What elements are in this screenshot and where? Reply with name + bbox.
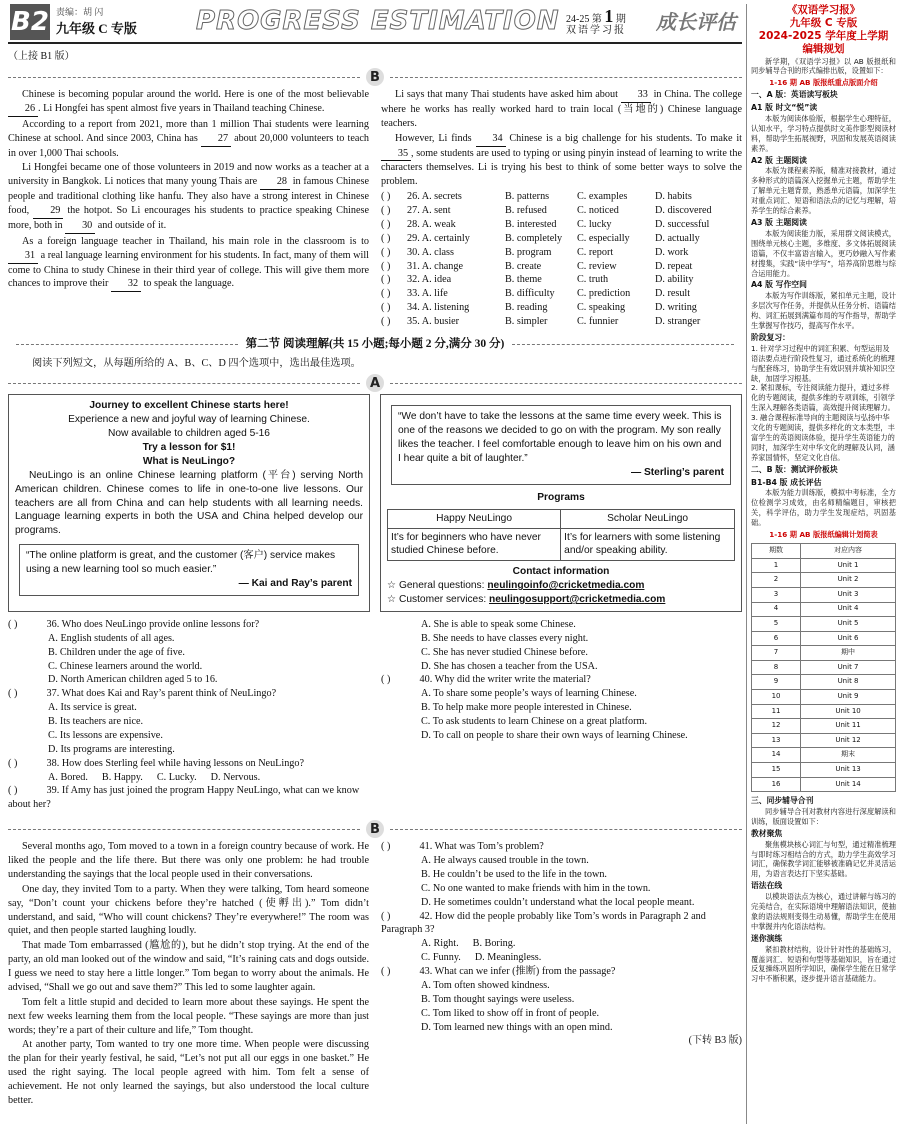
option-A: 30. A. class <box>407 246 454 258</box>
cloze-paragraph: Li Hongfei became one of those volunteers in 2019 and now works as a teacher at a university in Bangkok. Li notices that many young Thais are 28 in famous Chinese people and traditional clothing like hanfu. They also have a strong interest in Chinese food, 29 the hotpot. So Li encourages his students to practice speaking Chinese more, both in 30 and outside of it. <box>8 161 369 233</box>
question-stem: ( ) 37. What does Kai and Ray’s parent think of NeuLingo? <box>8 688 277 700</box>
question <box>381 910 742 966</box>
option-C: C. funnier <box>577 316 619 327</box>
option-C: C. review <box>577 260 617 272</box>
option-C: C. To ask students to learn Chinese on a great platform. <box>421 716 648 727</box>
plan-content: Unit 4 <box>801 602 896 617</box>
sidebar-title4: 编辑规划 <box>802 43 845 56</box>
option-A: A. He always caused trouble in the town. <box>421 855 589 866</box>
reading-a <box>8 394 742 612</box>
plan-row <box>752 719 896 734</box>
option-C: C. lucky <box>577 218 612 230</box>
logo: 成长评估 <box>656 10 736 34</box>
issue-label: 24-25 第 1 期 <box>566 6 626 26</box>
banner-title: PROGRESS ESTIMATION <box>196 6 560 36</box>
general-email-link[interactable]: neulingoinfo@cricketmedia.com <box>487 580 645 592</box>
option-A: A. Tom often showed kindness. <box>421 979 550 991</box>
answer-bracket[interactable]: ( ) <box>381 260 391 272</box>
cloze-right <box>381 88 742 329</box>
cloze-left <box>8 88 369 329</box>
option-B: B. program <box>505 246 552 258</box>
passage-paragraph: One day, they invited Tom to a party. When they were talking, Tom heard someone say, “Don’t count your chickens before they’re hatched (使孵出).” Tom didn’t understand, and said, “Who will count chickens? They’re everywhere!” The room was quiet, and then people started laughing loudly. <box>8 883 369 937</box>
question-stem: ( ) 39. If Amy has just joined the program Happy NeuLingo, what can we know about her? <box>8 785 360 811</box>
plan-row <box>752 660 896 675</box>
plan-issue: 13 <box>752 733 801 748</box>
section2-instruction: 阅读下列短文，从每题所给的 A、B、C、D 四个选项中，选出最佳选项。 <box>32 357 361 369</box>
option-C: C. She has never studied Chinese before. <box>421 646 588 658</box>
cloze-option-row <box>381 190 742 204</box>
plan-row <box>752 704 896 719</box>
sidebar-title3: 2024-2025 学年度上学期 <box>758 30 889 43</box>
plan-row <box>752 690 896 705</box>
plan-issue: 6 <box>752 631 801 646</box>
plan-issue: 3 <box>752 587 801 602</box>
answer-bracket[interactable]: ( ) <box>381 674 391 686</box>
section-marker-b1: B <box>8 68 742 86</box>
sidebar-plan <box>746 4 896 1124</box>
sidebar-c1-title: 教材聚焦 <box>751 828 783 838</box>
option-A: 33. A. life <box>407 288 448 300</box>
option-D: D. result <box>655 288 691 300</box>
option-D: D. To call on people to share their own ways of learning Chinese. <box>421 729 688 741</box>
cloze-section <box>8 88 742 329</box>
plan-issue: 7 <box>752 646 801 661</box>
plan-content: 期末 <box>801 748 896 763</box>
option-A: 29. A. certainly <box>407 232 470 244</box>
option-B: B. interested <box>505 218 557 230</box>
sidebar-a2: 本版为课程素养版，精准对接教材，通过多种形式的语篇深入挖掘单元主题，帮助学生了解单元主题背景，熟悉单元语篇，加深学生对重点词汇、短语和语法点的记忆与理解，培养学生的综合素养。 <box>751 166 896 216</box>
plan-row <box>752 763 896 778</box>
plan-issue: 10 <box>752 690 801 705</box>
option-A: 26. A. secrets <box>407 191 462 203</box>
plan-content: Unit 2 <box>801 573 896 588</box>
option-row <box>381 937 742 951</box>
blank-29[interactable]: 29 <box>33 204 63 219</box>
option-row <box>381 951 742 965</box>
option-D: D. writing <box>655 302 697 314</box>
sidebar-review-title: 阶段复习： <box>751 332 790 342</box>
sidebar-intro: 新学期，《双语学习报》以 AB 版报纸和同步辅导合刊的形式编排出版，设置如下： <box>751 56 896 76</box>
ad-title: Journey to excellent Chinese starts here! <box>89 400 289 412</box>
answer-bracket[interactable]: ( ) <box>381 316 391 327</box>
plan-table <box>751 543 896 792</box>
answer-bracket[interactable]: ( ) <box>8 688 18 700</box>
option-B: B. simpler <box>505 316 548 327</box>
answer-bracket[interactable]: ( ) <box>381 232 391 244</box>
sidebar-a2-title: A2 版 主题阅读 <box>751 155 807 165</box>
option-D: D. repeat <box>655 260 693 272</box>
programs-title: Programs <box>537 491 585 503</box>
plan-issue: 4 <box>752 602 801 617</box>
page-header <box>8 0 742 44</box>
plan-issue: 12 <box>752 719 801 734</box>
option-C: C. Chinese learners around the world. <box>48 660 203 672</box>
cloze-option-row <box>381 315 742 329</box>
sidebar-a3: 本版为阅读能力版，采用群文阅读模式，围绕单元核心主题，多维度、多文体拓展阅读语篇，不仅丰富语言输入，更巧妙融入写作素材搜集，实践“读中学写”，培养高阶思维与综合运用能力。 <box>751 228 896 278</box>
answer-bracket[interactable]: ( ) <box>381 274 391 286</box>
section-marker-b2: B <box>8 820 742 838</box>
plan-issue: 16 <box>752 777 801 792</box>
contact-title: Contact information <box>512 566 610 578</box>
option-A: 28. A. weak <box>407 218 456 230</box>
option-A: 27. A. sent <box>407 205 451 216</box>
grade-label: 九年级 C 专版 <box>56 21 137 36</box>
plan-row <box>752 777 896 792</box>
option-B: B. patterns <box>505 191 550 203</box>
plan-issue: 5 <box>752 617 801 632</box>
option-D: D. Tom learned new things with an open mind. <box>421 1021 613 1033</box>
sidebar-part1: 一、A 版：英语读写板块 <box>751 90 838 100</box>
option-B: B. Tom thought sayings were useless. <box>421 993 575 1005</box>
sidebar-a3-title: A3 版 主题阅读 <box>751 218 807 227</box>
plan-content: Unit 13 <box>801 763 896 778</box>
sidebar-c1: 聚焦模块核心词汇与句型，通过精准梳理与即时练习相结合的方式，助力学生高效学习词汇，确保教学词汇能够被准确记忆并灵活运用，为语言表达打下坚实基础。 <box>751 839 896 879</box>
ad-sub2: Now available to children aged 5-16 <box>108 428 270 440</box>
option-B: B. To help make more people interested in Chinese. <box>421 702 632 714</box>
plan-table-head-content: 对应内容 <box>801 544 896 559</box>
sidebar-a1-title: A1 版 时文“悦”读 <box>751 103 818 113</box>
sidebar-title2: 九年级 C 专版 <box>789 17 858 30</box>
plan-content: Unit 8 <box>801 675 896 690</box>
plan-content: 期中 <box>801 646 896 661</box>
question <box>8 757 369 785</box>
option-B: B. Happy. <box>101 771 143 783</box>
paper-name: 双语学习报 <box>566 25 626 36</box>
question-stem: ( ) 40. Why did the writer write the material? <box>381 674 591 686</box>
cloze-option-row <box>381 260 742 274</box>
plan-issue: 9 <box>752 675 801 690</box>
option-D: D. work <box>655 246 689 258</box>
answer-bracket[interactable]: ( ) <box>8 618 18 630</box>
plan-row <box>752 617 896 632</box>
ad-left <box>8 394 370 612</box>
option-D: D. actually <box>655 232 700 244</box>
option-D: D. habits <box>655 191 692 203</box>
ad-what: What is NeuLingo? <box>142 455 236 467</box>
blank-33[interactable]: 33 <box>621 88 651 103</box>
plan-row <box>752 587 896 602</box>
option-A: 34. A. listening <box>407 302 470 314</box>
editor-label: 责编：胡 闪 <box>56 7 104 17</box>
option-C: C. Funny. <box>421 952 461 964</box>
option-A: A. English students of all ages. <box>48 632 175 644</box>
answer-bracket[interactable]: ( ) <box>8 785 18 797</box>
answer-bracket[interactable]: ( ) <box>381 191 391 203</box>
sidebar-h1: 1-16 期 AB 版报纸重点版面介绍 <box>769 78 878 88</box>
main-page <box>8 0 742 1128</box>
plan-row <box>752 748 896 763</box>
blank-26[interactable]: 26 <box>8 102 38 117</box>
cloze-paragraph: As a foreign language teacher in Thailand, his main role in the classroom is to 31 a real language learning environment for his students. In fact, many of them will come to China to study Chinese in their third year of college. This will give them more chances to improve their 32 to speak the language. <box>8 235 369 293</box>
quote-kai-ray: “The online platform is great, and the customer (客户) service makes using a new learning tool so much easier.” — Kai and Ray’s parent <box>19 544 359 596</box>
sidebar-review1: 1. 针对学习过程中的词汇积累、句型运用及语法要点进行阶段性复习，通过系统化的梳理与配套练习，协助学生有效识别并填补知识空缺，加固学习根基。 <box>751 343 895 383</box>
plan-issue: 2 <box>752 573 801 588</box>
plan-content: Unit 3 <box>801 587 896 602</box>
plan-content: Unit 5 <box>801 617 896 632</box>
cloze-option-row <box>381 246 742 260</box>
question <box>8 618 369 687</box>
question-stem: ( ) 38. How does Sterling feel while having lessons on NeuLingo? <box>8 757 305 769</box>
cloze-paragraph: Chinese is becoming popular around the world. Here is one of the most believable 26 . Li Hongfei has spent almost five years in Thailand teaching Chinese. <box>8 88 369 117</box>
ad-body: NeuLingo is an online Chinese learning platform (平台) serving North American children. Chinese comes to life in one-to-one live lessons. Our teachers are all from China and can help students with all learning needs. Language learning experts in both the USA and China helped develop our programs. <box>15 469 363 537</box>
option-C: C. especially <box>577 232 630 244</box>
option-A: A. Bored. <box>48 771 88 783</box>
option-C: C. Lucky. <box>156 771 197 783</box>
question <box>8 687 369 756</box>
support-email-link[interactable]: neulingosupport@cricketmedia.com <box>489 594 666 605</box>
page-badge: B2 <box>10 4 50 40</box>
question <box>381 673 742 742</box>
plan-issue: 1 <box>752 558 801 573</box>
quote-sterling: “We don’t have to take the lessons at the same time every week. This is one of the reasons we decided to go on with the program. My son really likes the teacher. I feel comfortable enough to leave him on his own and I hear quite a bit of laughter.” — Sterling’s parent <box>391 405 731 484</box>
plan-content: Unit 6 <box>801 631 896 646</box>
cloze-options <box>381 190 742 329</box>
option-D: D. discovered <box>655 205 712 216</box>
option-B: B. completely <box>505 232 563 244</box>
cloze-option-row <box>381 218 742 232</box>
sidebar-a1: 本版为阅读体验版，根据学生心理特征，认知水平，学习特点提供时文美作影型阅读材料，帮助学生拓展视野，巩固和发展英语阅读素养。 <box>751 113 896 153</box>
answer-bracket[interactable]: ( ) <box>381 218 391 230</box>
option-B: B. He couldn’t be used to the life in the town. <box>421 868 607 880</box>
option-D: D. ability <box>655 274 694 286</box>
plan-row <box>752 558 896 573</box>
answer-bracket[interactable]: ( ) <box>8 757 18 769</box>
blank-28[interactable]: 28 <box>260 175 290 190</box>
option-A: A. Its service is great. <box>48 702 137 714</box>
cloze-option-row <box>381 204 742 218</box>
continue-note: (下转 B3 版) <box>688 1035 742 1047</box>
section2-title: 第二节 阅读理解(共 15 小题;每小题 2 分,满分 30 分) <box>8 337 742 353</box>
sidebar-review3: 3. 融合课程标准导向的主题阅读与弘扬中华文化的专题阅读，提供多样化的文本类型，丰富学生的英语阅读体验，提升学生英语能力的同时，加深学生对中华文化的理解及认同，涵养家国情怀，坚定文化自信。 <box>751 413 895 462</box>
edition-note: （上接 B1 版） <box>8 51 75 62</box>
option-C: C. noticed <box>577 205 619 216</box>
plan-row <box>752 602 896 617</box>
question <box>381 840 742 909</box>
option-A: 31. A. change <box>407 260 464 272</box>
answer-bracket[interactable]: ( ) <box>381 910 391 922</box>
sidebar-p3: 同步辅导合刊对教材内容进行深度解读和训练，版面设置如下： <box>751 806 896 826</box>
cloze-option-row <box>381 273 742 287</box>
option-A: 35. A. busier <box>407 316 460 327</box>
question-stem: ( ) 42. How did the people probably like Tom’s words in Paragraph 2 and Paragraph 3? <box>381 910 706 936</box>
plan-content: Unit 10 <box>801 704 896 719</box>
option-D: D. successful <box>655 218 710 230</box>
option-C: C. examples <box>577 191 628 203</box>
plan-content: Unit 14 <box>801 777 896 792</box>
blank-27[interactable]: 27 <box>201 132 231 147</box>
option-D: D. North American children aged 5 to 16. <box>48 674 218 686</box>
passage-paragraph: Several months ago, Tom moved to a town in a foreign country because of work. He liked the people and the life there. But there was only one problem: he had trouble understanding the sayings that the local people used in their conversations. <box>8 841 369 880</box>
question-stem: ( ) 43. What can we infer (推断) from the passage? <box>381 966 616 977</box>
option-C: C. Tom liked to show off in front of people. <box>421 1007 600 1019</box>
question <box>8 784 369 812</box>
sidebar-a4-title: A4 版 写作空间 <box>751 280 807 290</box>
cloze-paragraph: However, Li finds 34 Chinese is a big challenge for his students. To make it 35 , some students are used to typing or using pinyin instead of learning to write the characters themselves. Li is trying his best to think of some better ways to solve the problem. <box>381 132 742 188</box>
passage-paragraph: At another party, Tom wanted to try one more time. When people were discussing the plan for their yearly festival, he said, “Let’s not put all our eggs in one basket.” He used the right saying. The local people agreed with him. Tom felt a sense of achievement. He not only learned the sayings, but also understood the local culture better. <box>8 1039 369 1106</box>
plan-issue: 11 <box>752 704 801 719</box>
answer-bracket[interactable]: ( ) <box>381 302 391 314</box>
option-A: A. To share some people’s ways of learning Chinese. <box>421 688 637 700</box>
option-B: B. refused <box>505 205 547 216</box>
sidebar-b: 本版为能力训练版，模拟中考标准，全方位检测学习成效，由名师精编题目，审核把关，科学评估，助力学生发现症结，巩固基础。 <box>751 488 896 528</box>
blank-31[interactable]: 31 <box>8 249 38 264</box>
option-B: B. Children under the age of five. <box>48 646 185 658</box>
reading-b <box>8 840 742 1109</box>
option-C: C. truth <box>577 274 609 286</box>
sidebar-c2-title: 语法在线 <box>751 881 783 891</box>
cloze-paragraph: Li says that many Thai students have asked him about 33 in China. The college where he works has really worked hard to train local (当地的) Chinese language teachers. <box>381 89 742 129</box>
option-B: B. She needs to have classes every night. <box>421 632 589 644</box>
blank-30[interactable]: 30 <box>65 219 95 234</box>
cloze-option-row <box>381 287 742 301</box>
plan-issue: 15 <box>752 763 801 778</box>
answer-bracket[interactable]: ( ) <box>381 205 391 216</box>
option-A: 32. A. idea <box>407 274 452 286</box>
option-B: B. Its teachers are nice. <box>48 716 144 727</box>
option-B: B. reading <box>505 302 548 314</box>
sidebar-h2: 1-16 期 AB 版报纸编辑计划简表 <box>769 530 878 540</box>
option-row <box>8 771 369 785</box>
plan-content: Unit 7 <box>801 660 896 675</box>
passage-paragraph: That made Tom embarrassed (尴尬的), but he didn’t stop trying. At the end of the party, an old man looked out of the window and said, “It’s raining cats and dogs outside. I guess we need to stay here a little longer.” Tom began to worry about the animals. He advised, “Shall we go out and save them?” This led to some laughter again. <box>8 940 369 993</box>
plan-content: Unit 12 <box>801 733 896 748</box>
option-D: D. Meaningless. <box>474 952 542 964</box>
option-D: D. Its programs are interesting. <box>48 743 175 755</box>
plan-table-head-issue: 期数 <box>752 544 801 559</box>
answer-bracket[interactable]: ( ) <box>381 966 391 977</box>
answer-bracket[interactable]: ( ) <box>381 288 391 300</box>
ad-right <box>380 394 742 612</box>
plan-issue: 14 <box>752 748 801 763</box>
contact-general: ☆ General questions: neulingoinfo@cricketmedia.com <box>387 580 645 592</box>
plan-row <box>752 646 896 661</box>
sidebar-title1: 《双语学习报》 <box>786 4 861 16</box>
sidebar-c3-title: 迷你演练 <box>751 933 783 943</box>
question-stem: ( ) 36. Who does NeuLingo provide online lessons for? <box>8 618 260 630</box>
option-C: C. Its lessons are expensive. <box>48 729 163 741</box>
programs-table: Happy NeuLingo Scholar NeuLingo It’s for beginners who have never studied Chinese before. It’s for learners with some listening and/or speaking ability. <box>387 509 735 562</box>
option-C: C. No one wanted to make friends with him in the town. <box>421 882 651 894</box>
option-B: B. Boring. <box>472 938 516 950</box>
option-B: B. difficulty <box>505 288 555 300</box>
sidebar-c2: 以模块语法点为核心，通过讲解与练习的完美结合，在实际语境中理解语法知识，使抽象的语法规则变得生动易懂，帮助学生在使用中掌握并内化语法结构。 <box>751 892 896 931</box>
question <box>381 965 742 1034</box>
option-D: D. stranger <box>655 316 701 327</box>
answer-bracket[interactable]: ( ) <box>381 246 391 258</box>
option-A: A. Right. <box>421 938 459 950</box>
option-B: B. theme <box>505 274 542 286</box>
section-marker-a: A <box>8 374 742 392</box>
cloze-paragraph: According to a report from 2021, more than 1 million Thai students were learning Chinese at school. And since 2003, China has 27 about 20,000 volunteers to teach in over 1,000 Thai schools. <box>8 118 369 159</box>
plan-row <box>752 733 896 748</box>
contact-customer: ☆ Customer services: neulingosupport@cricketmedia.com <box>387 594 666 605</box>
plan-content: Unit 9 <box>801 690 896 705</box>
sidebar-a4: 本版为写作训练版，紧扣单元主题，设计多层次写作任务，并提供从任务分析、语篇结构、词汇拓展到满篇布局的写作指导，帮助学生掌握写作技巧，提高写作水平。 <box>751 291 896 330</box>
option-C: C. report <box>577 246 614 258</box>
plan-content: Unit 11 <box>801 719 896 734</box>
question-stem: ( ) 41. What was Tom’s problem? <box>381 841 544 853</box>
option-C: C. speaking <box>577 302 626 314</box>
plan-row <box>752 675 896 690</box>
blank-35[interactable]: 35 <box>381 147 411 162</box>
sidebar-part3: 三、同步辅导合刊 <box>751 796 814 806</box>
option-A: A. She is able to speak some Chinese. <box>421 618 576 630</box>
reading-a-questions <box>8 618 742 812</box>
passage-paragraph: Tom felt a little stupid and decided to learn more about these sayings. He spent the next few weeks learning them from the local people. “These sayings are more than just words; they’re a part of their culture and life,” Tom thought. <box>8 996 369 1036</box>
sidebar-c3: 紧扣教材结构，设计针对性的基础练习，覆盖词汇、短语和句型等基础知识，旨在通过反复操练巩固所学知识，确保学生能在日常学习中不断积累，逐步提升语言基础能力。 <box>751 944 896 984</box>
ad-sub1: Experience a new and joyful way of learning Chinese. <box>68 414 310 426</box>
sidebar-b-title: B1-B4 版 成长评估 <box>751 477 822 487</box>
plan-row <box>752 631 896 646</box>
plan-content: Unit 1 <box>801 558 896 573</box>
option-D: D. She has chosen a teacher from the USA. <box>421 660 598 672</box>
blank-32[interactable]: 32 <box>111 277 141 292</box>
plan-issue: 8 <box>752 660 801 675</box>
plan-row <box>752 573 896 588</box>
blank-34[interactable]: 34 <box>476 132 506 147</box>
option-B: B. create <box>505 260 542 272</box>
sidebar-review2: 2. 紧扣课标，专注阅读能力提升，通过多样化的专题阅读，提供多维的专项训练，引领学生深入理解各类语篇，高效提升阅读理解力。 <box>751 383 895 413</box>
answer-bracket[interactable]: ( ) <box>381 841 391 853</box>
cloze-option-row <box>381 232 742 246</box>
ad-try: Try a lesson for $1! <box>142 442 236 453</box>
option-D: D. He sometimes couldn’t understand what the local people meant. <box>421 896 695 908</box>
sidebar-part2: 二、B 版：测试评价板块 <box>751 464 838 474</box>
cloze-option-row <box>381 301 742 315</box>
option-C: C. prediction <box>577 288 631 300</box>
option-D: D. Nervous. <box>210 771 261 783</box>
